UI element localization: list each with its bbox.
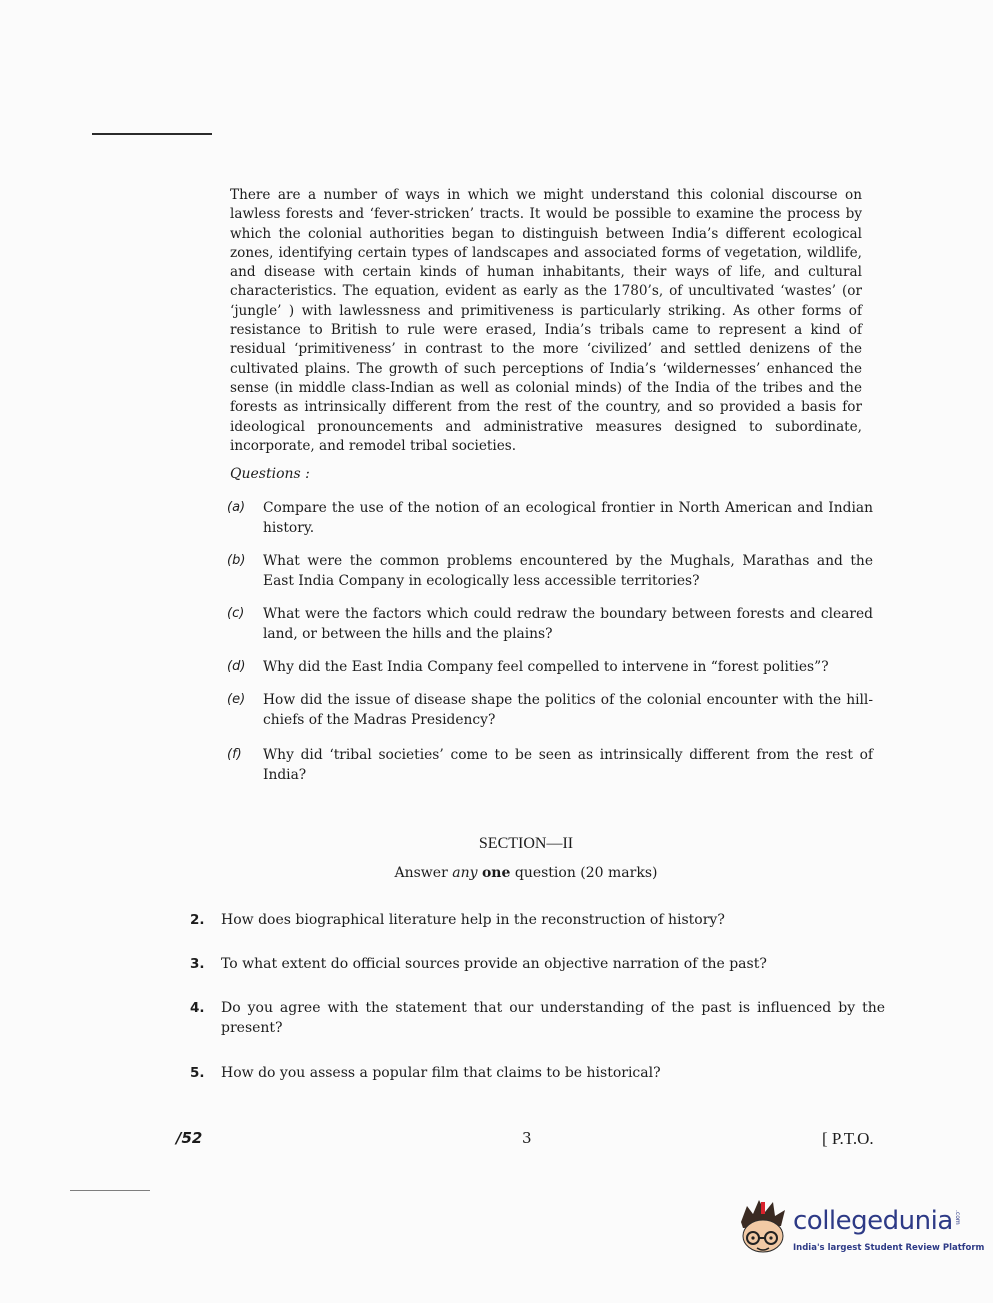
brand-tagline: India's largest Student Review Platform bbox=[793, 1243, 985, 1253]
question-label: (d) bbox=[227, 659, 246, 674]
please-turn-over: [ P.T.O. bbox=[822, 1129, 874, 1148]
question-label: (f) bbox=[227, 747, 242, 762]
brand-domain: .com bbox=[954, 1210, 961, 1225]
question-text: What were the common problems encountered by the Mughals, Marathas and the East India Company in ecologically less accessible territories? bbox=[263, 553, 873, 589]
question-text: Compare the use of the notion of an ecological frontier in North American and Indian history. bbox=[263, 500, 873, 536]
question-label: (b) bbox=[227, 553, 246, 568]
instruction-one: one bbox=[481, 865, 511, 881]
question-label: (a) bbox=[227, 500, 246, 515]
instruction-any: any bbox=[452, 865, 478, 881]
question-text: How do you assess a popular film that claims to be historical? bbox=[221, 1065, 661, 1081]
question-text: How did the issue of disease shape the politics of the colonial encounter with the hill-chiefs of the Madras Presidency? bbox=[263, 692, 873, 728]
question-number: 4. bbox=[190, 1000, 205, 1016]
passage: There are a number of ways in which we might understand this colonial discourse on lawless forests and ‘fever-stricken’ tracts. It would be possible to examine the process by which the colonial authorities began to distinguish between India’s different ecological zones, identifying certain types of landscapes and associated forms of vegetation, wildlife, and disease with certain kinds of human inhabitants, their ways of life, and cultural characteristics. The equation, evident as early as the 1780’s, of uncultivated ‘wastes’ (or ‘jungle’ ) with lawlessness and primitiveness is particularly striking. As other forms of resistance to British to rule were erased, India’s tribals came to represent a kind of residual ‘primitiveness’ in contrast to the more ‘civilized’ and settled denizens of the cultivated plains. The growth of such perceptions of India’s ‘wildernesses’ enhanced the sense (in middle class-Indian as well as colonial minds) of the India of the tribes and the forests as intrinsically different from the rest of the country, and so provided a basis for ideological pronouncements and administrative measures designed to subordinate, incorporate, and remodel tribal societies. bbox=[230, 187, 862, 454]
scan-mark-bottom bbox=[70, 1190, 150, 1191]
question-text: To what extent do official sources provide an objective narration of the past? bbox=[221, 956, 767, 972]
collegedunia-watermark bbox=[733, 1196, 985, 1266]
page-number: 3 bbox=[522, 1129, 532, 1147]
question-text: How does biographical literature help in the reconstruction of history? bbox=[221, 912, 725, 928]
question-number: 3. bbox=[190, 956, 205, 972]
question-label: (e) bbox=[227, 692, 246, 707]
question-number: 2. bbox=[190, 912, 205, 928]
instruction-pre: Answer bbox=[394, 865, 453, 881]
question-number: 5. bbox=[190, 1065, 205, 1081]
question-text: What were the factors which could redraw the boundary between forests and cleared land, or between the hills and the plains? bbox=[263, 606, 873, 642]
instruction-post: question (20 marks) bbox=[510, 865, 658, 881]
paper-code: /52 bbox=[176, 1129, 203, 1147]
question-label: (c) bbox=[227, 606, 245, 621]
mascot-icon bbox=[733, 1196, 793, 1262]
question-text: Why did the East India Company feel compelled to intervene in “forest polities”? bbox=[263, 659, 829, 675]
questions-heading: Questions : bbox=[230, 466, 310, 482]
question-text: Do you agree with the statement that our understanding of the past is influenced by the present? bbox=[221, 1000, 885, 1036]
section-title: SECTION—II bbox=[478, 835, 574, 852]
section-instruction bbox=[0, 865, 993, 881]
scan-mark-top bbox=[92, 133, 212, 135]
brand-name: collegedunia bbox=[793, 1206, 953, 1236]
question-text: Why did ‘tribal societies’ come to be seen as intrinsically different from the rest of India? bbox=[263, 747, 873, 783]
